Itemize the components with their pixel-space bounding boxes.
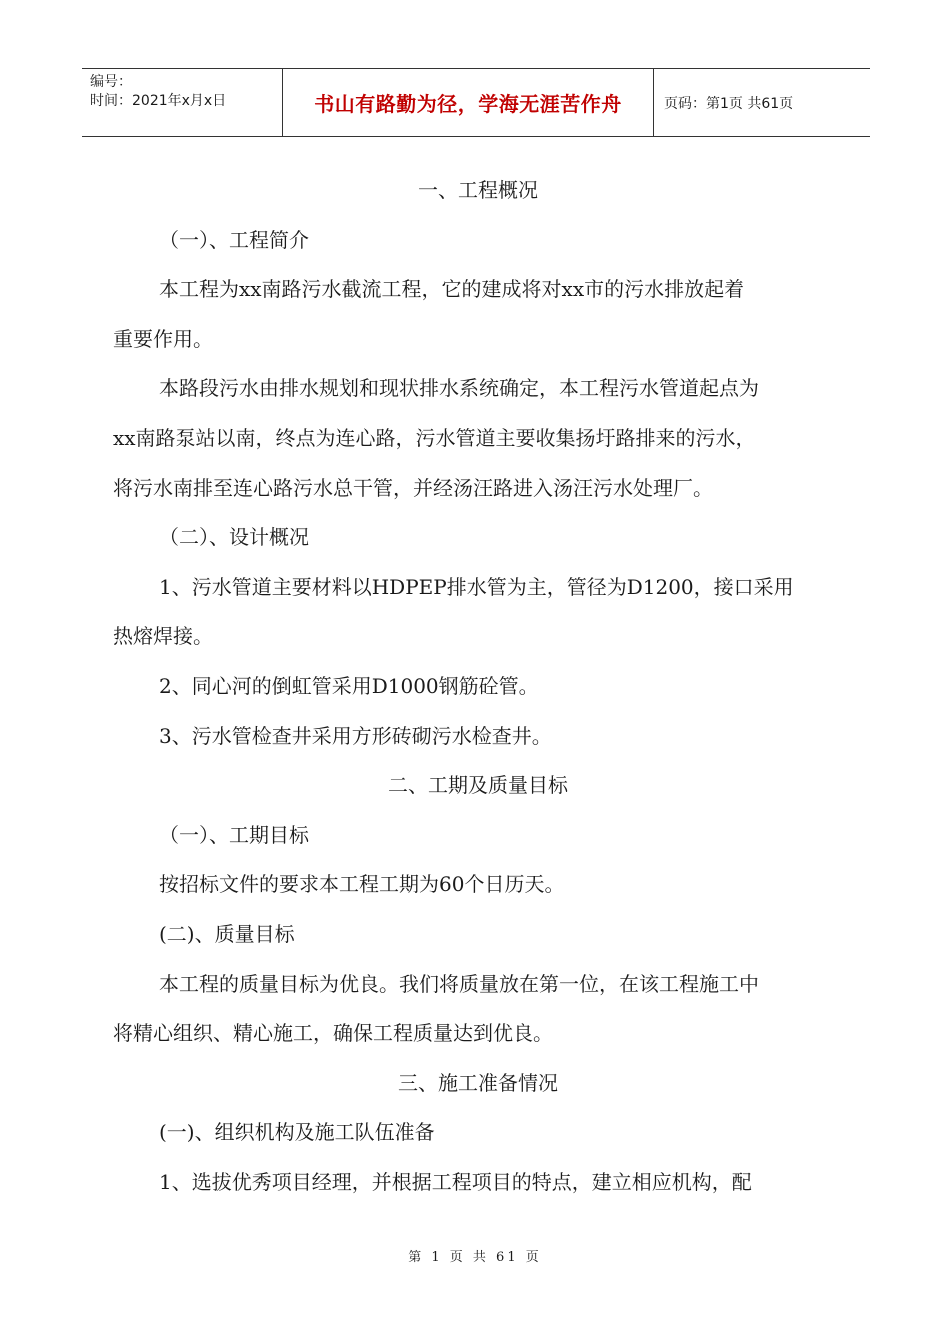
body-paragraph-line: 2、同心河的倒虹管采用D1000钢筋砼管。 (159, 673, 539, 698)
body-paragraph-line: 1、选拔优秀项目经理，并根据工程项目的特点，建立相应机构，配 (159, 1169, 752, 1194)
section-heading: 二、工期及质量目标 (388, 773, 568, 798)
body-paragraph-line: 将精心组织、精心施工，确保工程质量达到优良。 (113, 1021, 553, 1046)
document-body (113, 166, 843, 1207)
body-paragraph-line: 本工程的质量目标为优良。我们将质量放在第一位，在该工程施工中 (159, 971, 759, 996)
header-motto: 书山有路勤为径，学海无涯苦作舟 (314, 92, 622, 116)
section-heading: 一、工程概况 (418, 178, 538, 202)
header-page-info: 页码：第1页 共61页 (664, 95, 794, 112)
header-center-cell (282, 69, 654, 136)
body-paragraph-line: （一）、工程简介 (159, 227, 309, 252)
body-paragraph-line: (二)、质量目标 (159, 921, 295, 946)
section-heading: 三、施工准备情况 (398, 1070, 558, 1095)
body-paragraph-line: 3、污水管检查井采用方形砖砌污水检查井。 (159, 723, 552, 748)
body-paragraph-line: 按招标文件的要求本工程工期为60个日历天。 (159, 872, 565, 897)
document-time-label: 时间：2021年x月x日 (90, 93, 227, 109)
body-paragraph-line: 1、污水管道主要材料以HDPEP排水管为主，管径为D1200，接口采用 (159, 574, 794, 599)
body-paragraph-line: xx南路泵站以南，终点为连心路，污水管道主要收集扬圩路排来的污水， (113, 425, 756, 450)
body-paragraph-line: 重要作用。 (113, 326, 213, 351)
document-number-label: 编号： (90, 74, 132, 90)
header-left-cell (82, 69, 282, 136)
body-paragraph-line: （二）、设计概况 (159, 525, 309, 550)
body-paragraph-line: 热熔焊接。 (113, 624, 213, 649)
header-right-cell (654, 69, 870, 136)
body-paragraph-line: 本工程为xx南路污水截流工程，它的建成将对xx市的污水排放起着 (159, 277, 745, 302)
body-paragraph-line: (一)、组织机构及施工队伍准备 (159, 1120, 435, 1145)
body-paragraph-line: 本路段污水由排水规划和现状排水系统确定，本工程污水管道起点为 (159, 376, 759, 401)
body-paragraph-line: （一）、工期目标 (159, 822, 309, 847)
page-footer: 第 1 页 共 61 页 (408, 1250, 542, 1265)
document-header (82, 68, 870, 137)
body-paragraph-line: 将污水南排至连心路污水总干管，并经汤汪路进入汤汪污水处理厂。 (113, 475, 713, 500)
